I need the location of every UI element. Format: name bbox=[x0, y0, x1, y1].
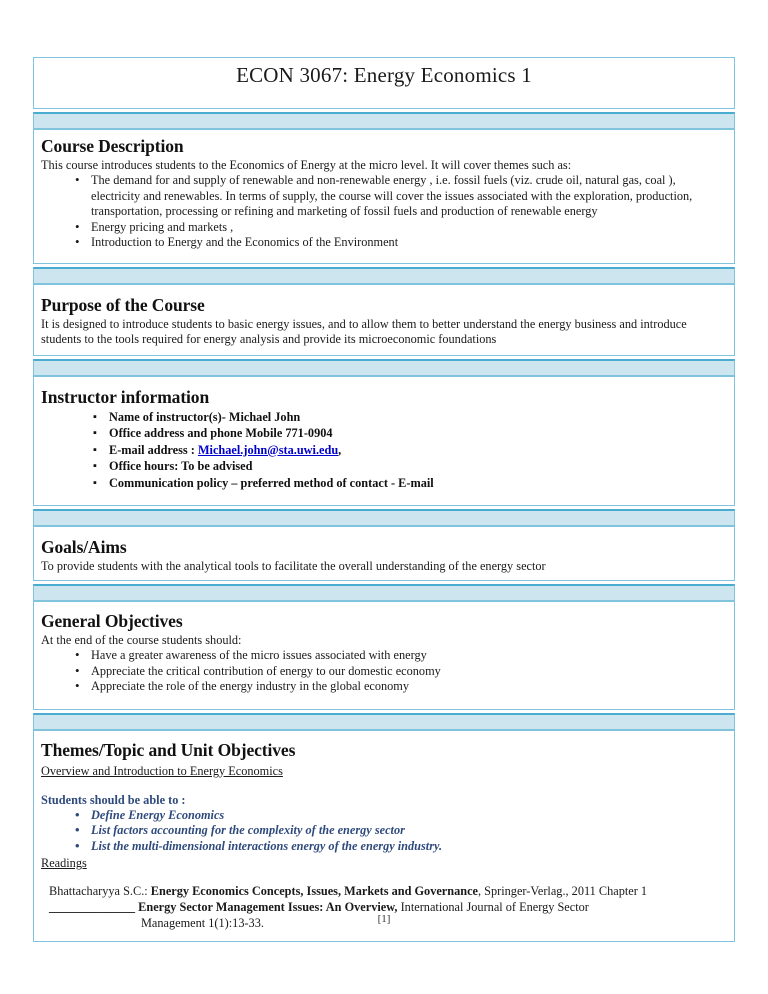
list-item-communication-policy: ▪ Communication policy – preferred method of contact - E-mail bbox=[41, 475, 727, 492]
list-item: • List factors accounting for the complexity of the energy sector bbox=[41, 823, 727, 839]
section-purpose-of-course bbox=[33, 284, 735, 356]
list-item: • The demand for and supply of renewable and non-renewable energy , i.e. fossil fuels (viz. crude oil, natural gas, coal ), electricity and renewables. In terms of supply, the course will cover the issues associated with the exploration, production, transportation, processing or refining and marketing of fossil fuels and production of renewable energy bbox=[41, 173, 727, 220]
section-separator-6 bbox=[33, 713, 735, 730]
section-themes-topic-unit-objectives bbox=[33, 730, 735, 943]
purpose-body: It is designed to introduce students to basic energy issues, and to allow them to better understand the energy business and introduce students to the tools required for energy analysis and provide its microeconomic foundations bbox=[41, 316, 687, 346]
list-item-office-hours: ▪ Office hours: To be advised bbox=[41, 458, 727, 475]
themes-objectives-list bbox=[41, 808, 727, 855]
section-instructor-information bbox=[33, 376, 735, 507]
instructor-heading: Instructor information bbox=[41, 386, 210, 407]
themes-blank-line bbox=[41, 780, 727, 793]
list-item-office-phone: ▪ Office address and phone Mobile 771-0904 bbox=[41, 425, 727, 442]
section-separator-3 bbox=[33, 359, 735, 376]
email-label: E-mail address : bbox=[109, 442, 198, 457]
list-item: • List the multi-dimensional interactions energy of the energy industry. bbox=[41, 839, 727, 855]
document-title-box bbox=[33, 57, 735, 109]
instructor-email-link[interactable]: Michael.john@sta.uwi.edu bbox=[197, 442, 339, 457]
list-item-email bbox=[41, 442, 727, 459]
section-goals-aims bbox=[33, 526, 735, 581]
general-objectives-list bbox=[41, 648, 727, 695]
reading-author-dash: ______________ bbox=[49, 900, 136, 914]
reading-publisher: International Journal of Energy Sector bbox=[397, 900, 589, 914]
course-description-heading: Course Description bbox=[41, 136, 184, 156]
readings-label: Readings bbox=[41, 856, 87, 870]
reading-author: Bhattacharyya S.C. bbox=[49, 884, 145, 898]
reading-entry-1-line bbox=[41, 883, 727, 899]
email-trailing-comma: , bbox=[338, 442, 342, 457]
course-description-bullet-list bbox=[41, 173, 727, 251]
section-separator-2 bbox=[33, 267, 735, 284]
instructor-detail-list bbox=[41, 409, 727, 492]
list-item: • Define Energy Economics bbox=[41, 808, 727, 824]
document-body bbox=[33, 57, 735, 942]
page-title: ECON 3067: Energy Economics 1 bbox=[236, 63, 532, 87]
section-separator-5 bbox=[33, 584, 735, 601]
readings-blank-line bbox=[41, 872, 727, 883]
reading-work-title: Energy Economics Concepts, Issues, Markets and Governance bbox=[150, 884, 479, 898]
general-objectives-heading: General Objectives bbox=[41, 611, 183, 631]
goals-heading: Goals/Aims bbox=[41, 537, 127, 557]
general-objectives-intro: At the end of the course students should: bbox=[41, 633, 242, 647]
list-item: • Appreciate the critical contribution of energy to our domestic economy bbox=[41, 664, 727, 680]
list-item: • Have a greater awareness of the micro issues associated with energy bbox=[41, 648, 727, 664]
themes-topic-title: Overview and Introduction to Energy Economics bbox=[41, 763, 283, 778]
section-general-objectives bbox=[33, 601, 735, 710]
list-item-instructor-name: ▪ Name of instructor(s)- Michael John bbox=[41, 409, 727, 426]
reading-work-title: Energy Sector Management Issues: An Overview, bbox=[138, 900, 398, 914]
list-item: • Appreciate the role of the energy industry in the global economy bbox=[41, 679, 727, 695]
section-separator-1 bbox=[33, 112, 735, 129]
list-item: • Energy pricing and markets , bbox=[41, 220, 727, 236]
reading-entry-1 bbox=[41, 883, 727, 899]
section-separator-4 bbox=[33, 509, 735, 526]
reading-publisher: , Springer-Verlag., 2011 Chapter 1 bbox=[478, 884, 648, 898]
themes-objectives-lead: Students should be able to : bbox=[41, 792, 186, 807]
themes-heading: Themes/Topic and Unit Objectives bbox=[41, 739, 296, 760]
list-item: • Introduction to Energy and the Economics of the Environment bbox=[41, 235, 727, 251]
page-number: [1] bbox=[377, 913, 391, 925]
purpose-heading: Purpose of the Course bbox=[41, 294, 205, 315]
section-course-description bbox=[33, 129, 735, 264]
reading-separator: : bbox=[144, 884, 151, 898]
goals-body: To provide students with the analytical tools to facilitate the overall understanding of the energy sector bbox=[41, 559, 546, 573]
course-description-intro: This course introduces students to the Economics of Energy at the micro level. It will cover themes such as: bbox=[41, 158, 572, 172]
reading-entry-2-continuation: Management 1(1):13-33. bbox=[141, 916, 264, 930]
